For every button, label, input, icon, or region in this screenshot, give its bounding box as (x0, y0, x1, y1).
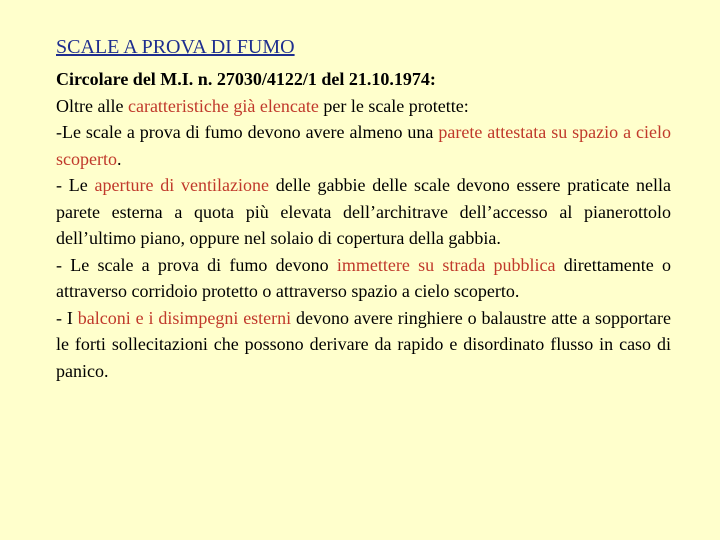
paragraph-intro (56, 93, 671, 120)
paragraph-ventilation (56, 172, 671, 252)
paragraph-exit-text: - Le scale a prova di fumo devono (56, 254, 337, 275)
paragraph-wall (56, 119, 671, 172)
paragraph-balconies (56, 305, 671, 385)
paragraph-exit-highlight: immettere su strada pubblica (336, 254, 556, 275)
paragraph-intro-text: Oltre alle (56, 95, 128, 116)
paragraph-exit (56, 252, 671, 305)
paragraph-intro-highlight: caratteristiche già elencate (127, 95, 319, 116)
paragraph-wall-text-end: . (116, 148, 122, 169)
paragraph-ventilation-highlight: aperture di ventilazione (94, 175, 269, 195)
slide-body (56, 34, 671, 384)
circular-reference-heading: Circolare del M.I. n. 27030/4122/1 del 21.10.1974: (56, 69, 436, 89)
paragraph-wall-highlight: parete attestata su spazio a cielo scoperto (56, 122, 672, 169)
paragraph-balconies-text-end: devono avere ringhiere o balaustre atte a sopportare le forti sollecitazioni che possono derivare da rapido e disordinato flusso in caso di panico. (56, 307, 671, 381)
paragraph-intro-text-end: per le scale protette: (318, 95, 469, 116)
paragraph-balconies-text: - I (56, 307, 78, 328)
paragraph-exit-text-end: direttamente o attraverso corridoio protetto o attraverso spazio a cielo scoperto. (56, 254, 671, 301)
paragraph-ventilation-text: - Le (56, 175, 95, 195)
paragraph-balconies-highlight: balconi e i disimpegni esterni (77, 307, 292, 328)
paragraph-ventilation-text-end: delle gabbie delle scale devono essere praticate nella parete esterna a quota più elevata dell’architrave dell’accesso al pianerottolo dell’ultimo piano, oppure nel solaio di copertura della gabbia. (56, 175, 671, 248)
slide-content (56, 66, 671, 384)
slide-title: SCALE A PROVA DI FUMO (56, 36, 295, 58)
paragraph-wall-text: -Le scale a prova di fumo devono avere almeno una (56, 122, 439, 142)
